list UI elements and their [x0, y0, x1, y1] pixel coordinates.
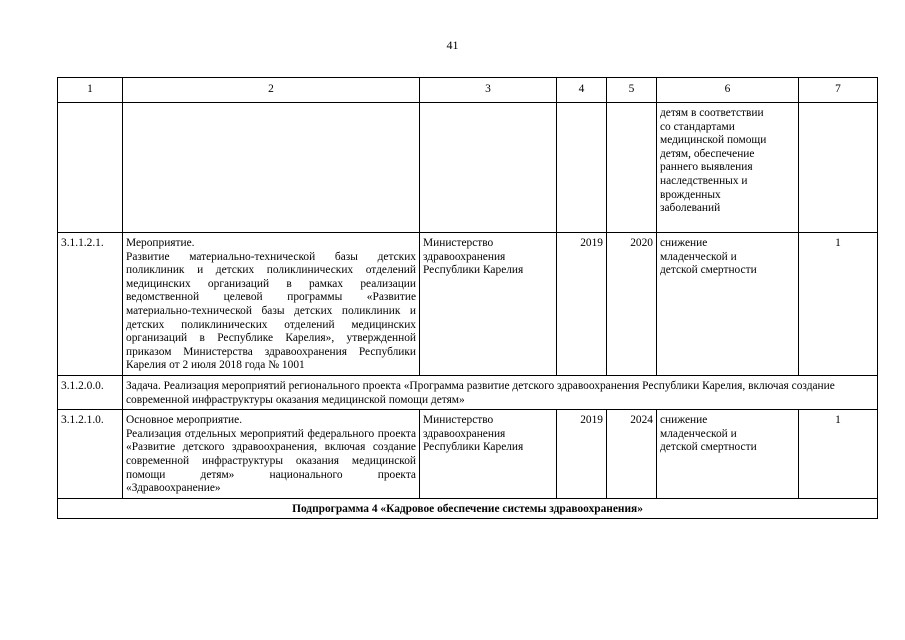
result-line: снижение [660, 237, 708, 249]
continuation-indicator-cell [799, 103, 878, 233]
table-row-3-1-1-2-1 [58, 233, 878, 376]
activity-description: Развитие материально-технической базы детских поликлиник и детских поликлинических отделений медицинских организаций в рамках реализации ведомственной целевой программы «Развитие материально-технической базы детских поликлиник и детских поликлинических отделений медицинских организаций в Республике Карелия», утвержденной приказом Министерства здравоохранения Республики Карелия от 2 июля 2018 года № 1001 [126, 250, 416, 372]
activity-description: Реализация отдельных мероприятий федерального проекта «Развитие детского здравоохранения, включая создание современной инфраструктуры оказания медицинской помощи детям» национального проекта «Здравоохранение» [126, 427, 416, 495]
table-row-3-1-2-1-0 [58, 410, 878, 499]
program-table [57, 77, 878, 519]
result-line: снижение [660, 414, 708, 427]
executor-line: здравоохранения [423, 427, 506, 440]
continuation-result-line: врожденных [660, 188, 721, 201]
executor-cell [420, 233, 557, 376]
start-year: 2019 [557, 410, 607, 499]
subprogram-title: Подпрограмма 4 «Кадровое обеспечение системы здравоохранения» [58, 498, 878, 519]
start-year: 2019 [557, 233, 607, 376]
executor-line: Республики Карелия [423, 264, 524, 277]
result-cell [657, 233, 799, 376]
continuation-result-line: наследственных и [660, 174, 748, 187]
continuation-result-line: детям, обеспечение [660, 147, 755, 160]
row-activity-cell [123, 233, 420, 376]
column-header-3: 3 [420, 78, 557, 103]
continuation-result-line: со стандартами [660, 120, 735, 133]
row-activity-cell [123, 410, 420, 499]
continuation-start-cell [557, 103, 607, 233]
indicator-cell: 1 [799, 410, 878, 499]
end-year: 2024 [607, 410, 657, 499]
executor-line: Министерство [423, 237, 494, 249]
result-cell [657, 410, 799, 499]
continuation-result-line: заболеваний [660, 202, 721, 215]
table-row-continuation [58, 103, 878, 233]
result-line: младенческой и [660, 250, 737, 263]
page-number: 41 [446, 38, 459, 52]
continuation-result-line: детям в соответствии [660, 107, 764, 119]
table-header-row [58, 78, 878, 103]
executor-line: Министерство [423, 414, 494, 427]
continuation-result-cell [657, 103, 799, 233]
task-cell: Задача. Реализация мероприятий регионального проекта «Программа развитие детского здравоохранения Республики Карелия, включая создание современной инфраструктуры оказания медицинской помощи детям» [123, 375, 878, 409]
activity-title: Мероприятие. [126, 237, 195, 249]
continuation-code-cell [58, 103, 123, 233]
row-code: 3.1.2.1.0. [58, 410, 123, 499]
activity-title: Основное мероприятие. [126, 414, 243, 427]
column-header-7: 7 [799, 78, 878, 103]
continuation-result-line: медицинской помощи [660, 134, 767, 147]
result-line: детской смертности [660, 264, 757, 277]
executor-line: Республики Карелия [423, 441, 524, 454]
row-code: 3.1.1.2.1. [58, 233, 123, 376]
executor-cell [420, 410, 557, 499]
end-year: 2020 [607, 233, 657, 376]
continuation-name-cell [123, 103, 420, 233]
result-line: младенческой и [660, 427, 737, 440]
continuation-executor-cell [420, 103, 557, 233]
continuation-end-cell [607, 103, 657, 233]
table-row-subprogram [58, 498, 878, 519]
column-header-5: 5 [607, 78, 657, 103]
row-code: 3.1.2.0.0. [58, 375, 123, 409]
column-header-2: 2 [123, 78, 420, 103]
executor-line: здравоохранения [423, 250, 506, 263]
table-row-3-1-2-0-0 [58, 375, 878, 409]
column-header-4: 4 [557, 78, 607, 103]
indicator-cell: 1 [799, 233, 878, 376]
result-line: детской смертности [660, 441, 757, 454]
column-header-1: 1 [58, 78, 123, 103]
continuation-result-line: раннего выявления [660, 161, 753, 174]
column-header-6: 6 [657, 78, 799, 103]
